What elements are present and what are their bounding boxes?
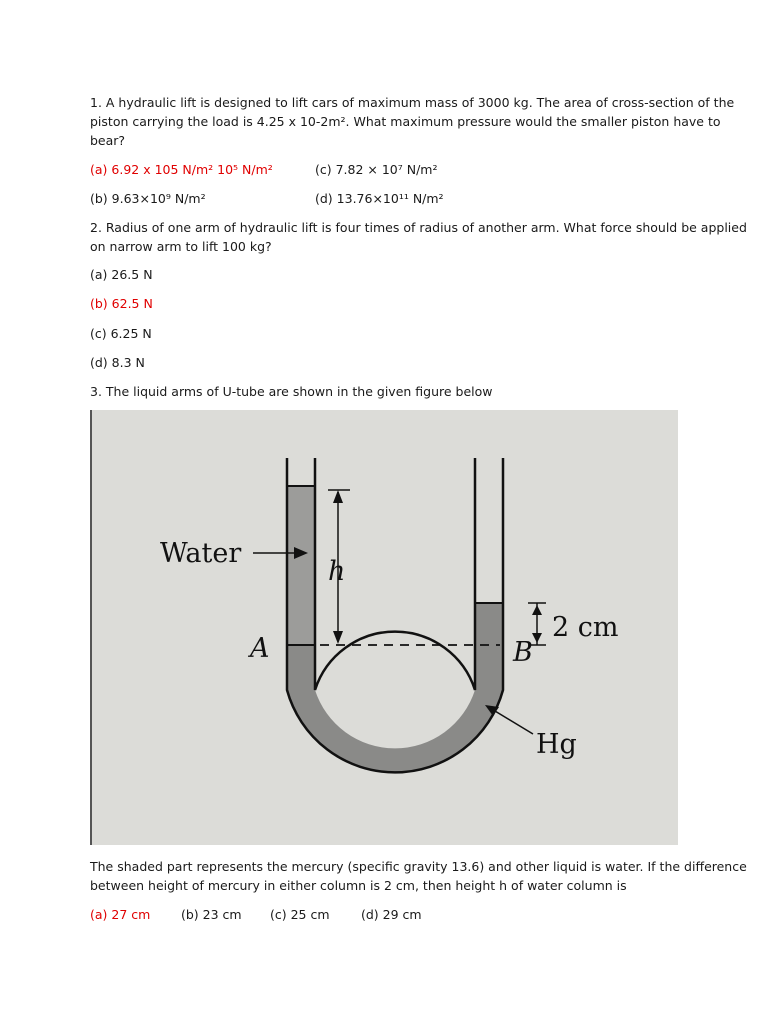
q1-text-line-2: piston carrying the load is 4.25 x 10-2m². What maximum pressure would the smaller piston have to — [90, 114, 721, 129]
label-h: h — [328, 556, 346, 587]
label-hg: Hg — [536, 729, 577, 760]
label-b: B — [513, 637, 533, 668]
q2-text-line-1: 2. Radius of one arm of hydraulic lift is four times of radius of another arm. What force should be applied — [90, 220, 747, 235]
q2-option-b: (b) 62.5 N — [90, 296, 153, 311]
q3-option-d: (d) 29 cm — [361, 907, 422, 922]
q1-option-c: (c) 7.82 × 10⁷ N/m² — [315, 162, 438, 177]
q1-option-a: (a) 6.92 x 105 N/m² 10⁵ N/m² — [90, 162, 273, 177]
q1-text-line-3: bear? — [90, 133, 126, 148]
label-a: A — [250, 633, 270, 664]
q3-text-line-1: The shaded part represents the mercury (specific gravity 13.6) and other liquid is water. If the difference — [90, 859, 747, 874]
q3-option-b: (b) 23 cm — [181, 907, 242, 922]
q3-intro: 3. The liquid arms of U-tube are shown in the given figure below — [90, 384, 493, 399]
q2-option-d: (d) 8.3 N — [90, 355, 145, 370]
q1-option-b: (b) 9.63×10⁹ N/m² — [90, 191, 206, 206]
q2-text-line-2: on narrow arm to lift 100 kg? — [90, 239, 272, 254]
label-2cm: 2 cm — [552, 612, 619, 643]
q1-option-d: (d) 13.76×10¹¹ N/m² — [315, 191, 444, 206]
q2-option-c: (c) 6.25 N — [90, 326, 152, 341]
u-tube-diagram — [90, 410, 678, 845]
q3-text-line-2: between height of mercury in either column is 2 cm, then height h of water column is — [90, 878, 627, 893]
u-tube-figure — [90, 410, 678, 845]
q3-option-a: (a) 27 cm — [90, 907, 151, 922]
q1-text-line-1: 1. A hydraulic lift is designed to lift cars of maximum mass of 3000 kg. The area of cross-section of the — [90, 95, 735, 110]
q2-option-a: (a) 26.5 N — [90, 267, 153, 282]
q3-option-c: (c) 25 cm — [270, 907, 330, 922]
label-water: Water — [160, 538, 242, 569]
water-shading — [287, 486, 315, 645]
